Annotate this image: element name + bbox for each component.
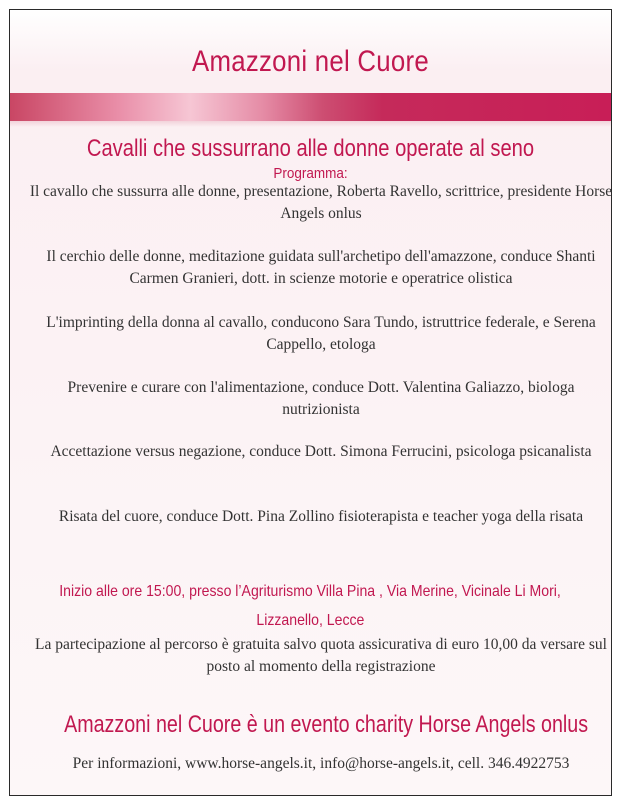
program-item-1: Il cavallo che sussurra alle donne, presentazione, Roberta Ravello, scrittrice, presidente Horse Angels onlus [29, 183, 613, 222]
charity-statement: Amazzoni nel Cuore è un evento charity Horse Angels onlus [64, 711, 589, 738]
decorative-band [10, 93, 611, 121]
location-line-2: Lizzanello, Lecce [256, 612, 365, 629]
flyer-page [9, 9, 612, 796]
flyer-title: Amazzoni nel Cuore [192, 45, 429, 78]
contact-info: Per informazioni, www.horse-angels.it, info@horse-angels.it, cell. 346.4922753 [72, 755, 570, 772]
program-heading: Programma: [273, 165, 348, 182]
event-subtitle: Cavalli che sussurrano alle donne operate al seno [86, 135, 535, 162]
band-shadow [10, 121, 611, 127]
location-line-1: Inizio alle ore 15:00, presso l’Agriturismo Villa Pina , Via Merine, Vicinale Li Mori, [59, 583, 562, 600]
event-location [10, 577, 611, 635]
program-item-5: Accettazione versus negazione, conduce Dott. Simona Ferrucini, psicologa psicanalista [50, 443, 592, 460]
program-item-3: L'imprinting della donna al cavallo, conducono Sara Tundo, istruttrice federale, e Serena Cappello, etologa [46, 314, 596, 353]
program-item-4: Prevenire e curare con l'alimentazione, conduce Dott. Valentina Galiazzo, biologa nutrizionista [67, 379, 575, 418]
program-item-2: Il cerchio delle donne, meditazione guidata sull'archetipo dell'amazzone, conduce Shanti Carmen Granieri, dott. in scienze motorie e operatrice olistica [46, 248, 596, 287]
program-item-6: Risata del cuore, conduce Dott. Pina Zollino fisioterapista e teacher yoga della risata [58, 508, 584, 525]
participation-note: La partecipazione al percorso è gratuita salvo quota assicurativa di euro 10,00 da versare sul posto al momento della registrazione [35, 636, 607, 675]
